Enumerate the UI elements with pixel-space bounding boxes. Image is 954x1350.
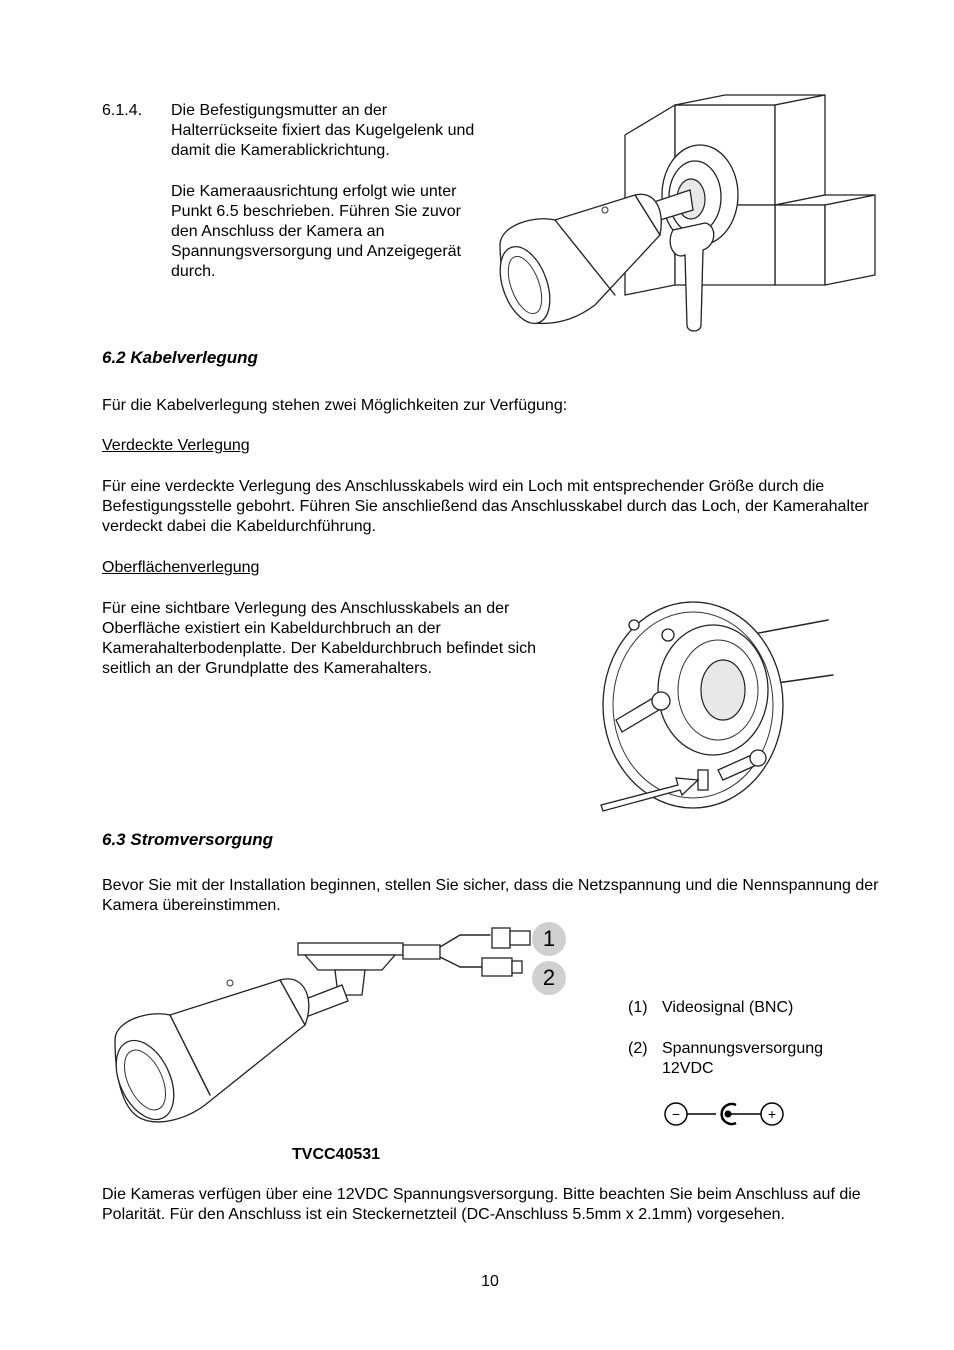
hidden-routing-title: Verdeckte Verlegung [102, 437, 250, 454]
page-number: 10 [481, 1273, 499, 1290]
callout-badge-2: 2 [532, 961, 566, 995]
surface-routing-text: Für eine sichtbare Verlegung des Anschlusskabels an der Oberfläche existiert ein Kabeldurchbruch an der Kamerahalterbodenplatte. Der Kabeldurchbruch befindet sich seitlich an der Grundplatte des Kamerahalters. [102, 600, 537, 677]
model-label: TVCC40531 [292, 1146, 381, 1163]
section-heading-cabling: 6.2 Kabelverlegung [102, 348, 258, 367]
camera-wall-mount-illustration [495, 95, 885, 335]
power-closing-text: Die Kameras verfügen über eine 12VDC Spannungsversorgung. Bitte beachten Sie beim Anschluss auf die Polarität. Für den Anschluss ist ein Steckernetzteil (DC-Anschluss 5.5mm x 2.1mm) vorgesehen. [102, 1186, 861, 1223]
section-number: 6.1.4. [102, 102, 143, 119]
surface-routing-title: Oberflächenverlegung [102, 559, 260, 576]
hidden-routing-text: Für eine verdeckte Verlegung des Anschlusskabels wird ein Loch mit entsprechender Größe durch die Befestigungsstelle gebohrt. Führen Sie anschließend das Anschlusskabel durch das Loch, der Kamerahalter verdeckt dabei die Kabeldurchführung. [102, 478, 869, 535]
legend-text-voltage: 12VDC [662, 1060, 714, 1077]
polarity-plus-label: + [767, 1106, 777, 1122]
mount-nut-paragraph: Die Befestigungsmutter an der Halterrückseite fixiert das Kugelgelenk und damit die Kamerablickrichtung. [171, 102, 475, 159]
section-heading-power: 6.3 Stromversorgung [102, 830, 273, 849]
legend-text-video: Videosignal (BNC) [662, 999, 794, 1016]
camera-connectors-illustration [110, 925, 530, 1125]
polarity-minus-label: − [671, 1106, 681, 1122]
alignment-paragraph: Die Kameraausrichtung erfolgt wie unter Punkt 6.5 beschrieben. Führen Sie zuvor den Anschluss der Kamera an Spannungsversorgung und Anzeigegerät durch. [171, 183, 461, 280]
power-intro: Bevor Sie mit der Installation beginnen, stellen Sie sicher, dass die Netzspannung und die Nennspannung der Kamera übereinstimmen. [102, 877, 879, 914]
cabling-intro: Für die Kabelverlegung stehen zwei Möglichkeiten zur Verfügung: [102, 397, 568, 414]
legend-number-1: (1) [628, 999, 648, 1016]
legend-number-2: (2) [628, 1040, 648, 1057]
legend-text-power: Spannungsversorgung [662, 1040, 824, 1057]
base-plate-cable-opening-illustration [598, 595, 838, 815]
callout-badge-1: 1 [532, 922, 566, 956]
